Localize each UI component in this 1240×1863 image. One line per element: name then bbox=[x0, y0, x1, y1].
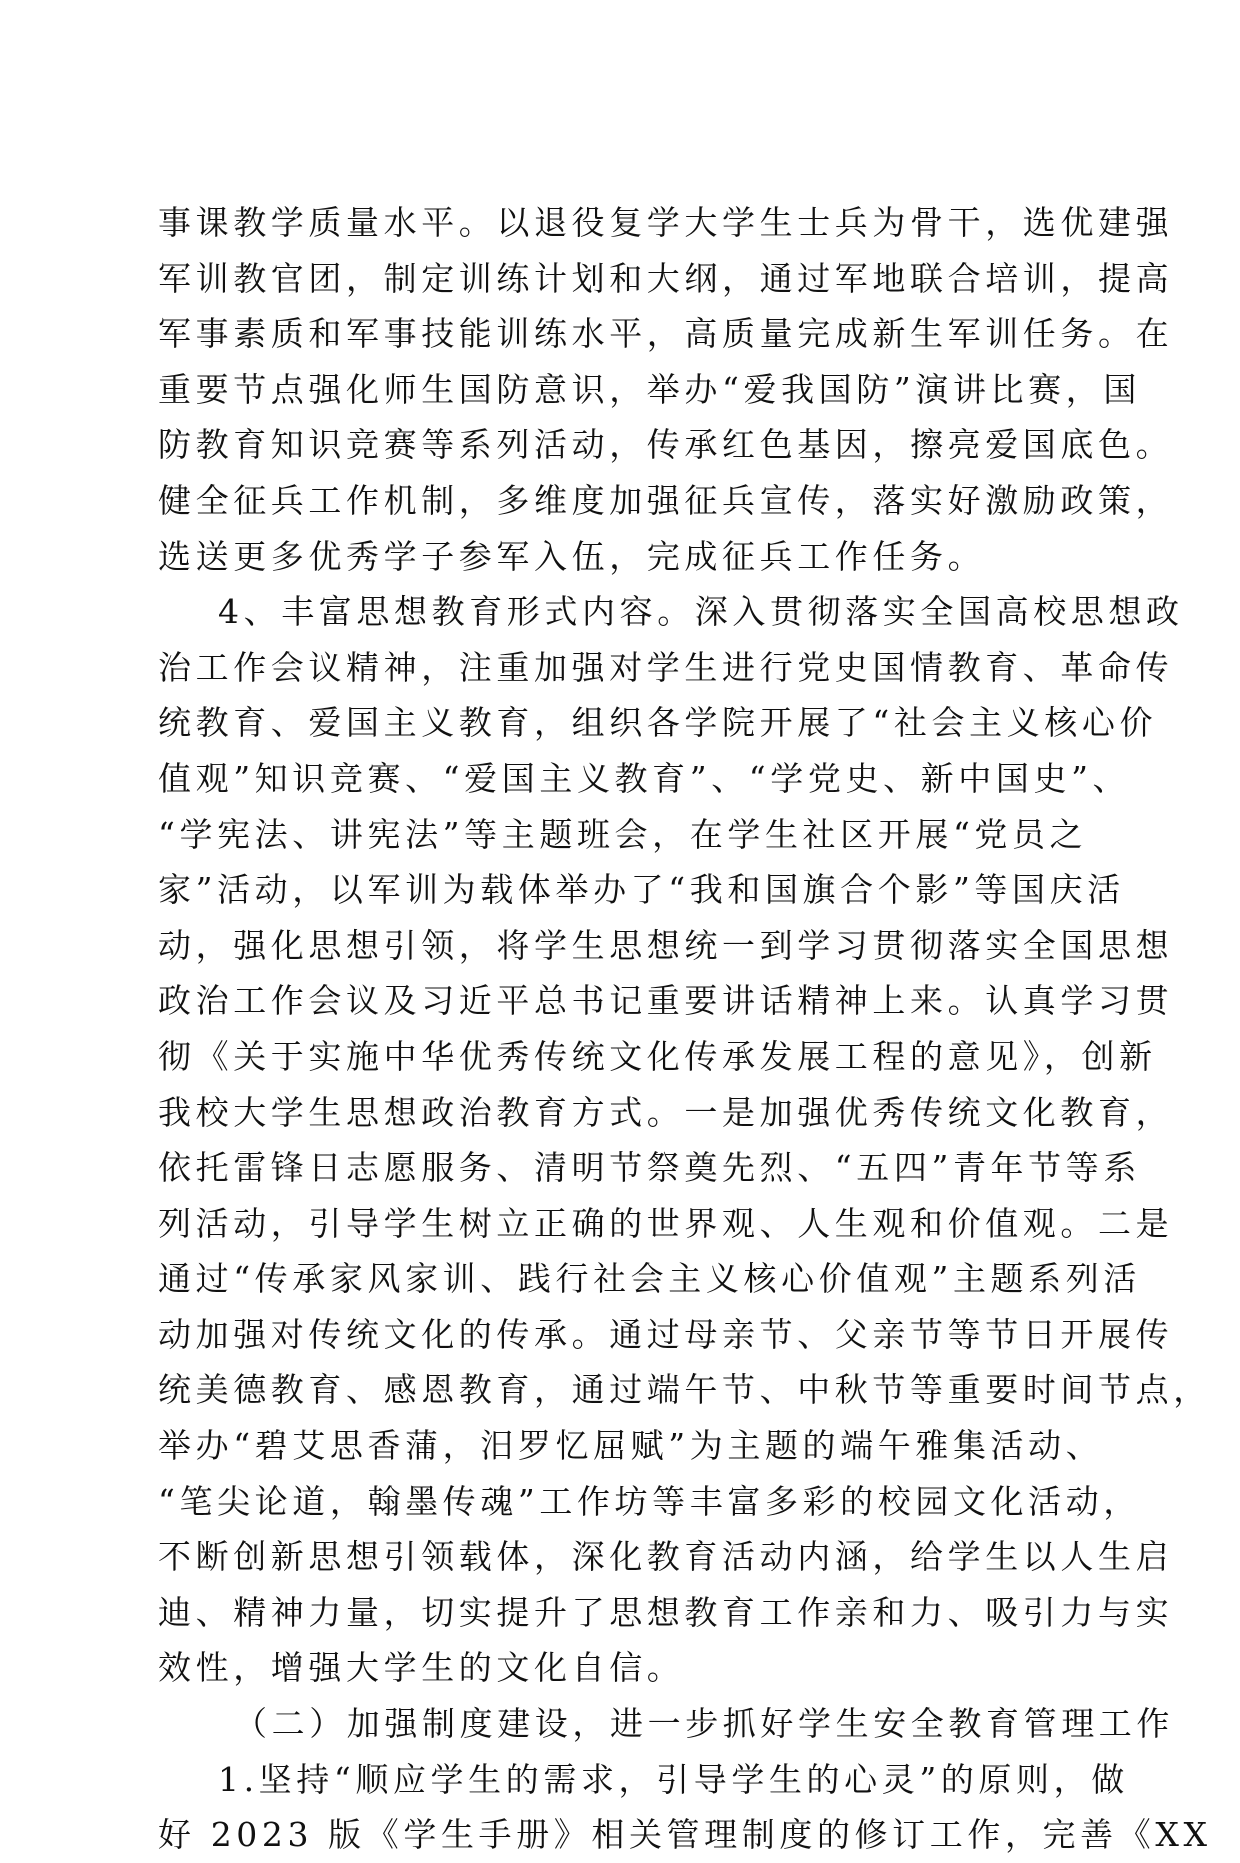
paragraph-item-1: 1.坚持“顺应学生的需求，引导学生的心灵”的原则，做 bbox=[218, 1759, 1129, 1799]
text-line-30: 好 2023 版《学生手册》相关管理制度的修订工作，完善《XX bbox=[158, 1815, 1212, 1855]
text-line-7: 选送更多优秀学子参军入伍，完成征兵工作任务。 bbox=[158, 536, 986, 576]
text-line-24: “笔尖论道，翰墨传魂”工作坊等丰富多彩的校园文化活动， bbox=[158, 1481, 1141, 1521]
text-line-3: 军事素质和军事技能训练水平，高质量完成新生军训任务。在 bbox=[158, 314, 1174, 354]
body-text bbox=[158, 195, 1212, 1863]
text-line-2: 军训教官团，制定训练计划和大纲，通过军地联合培训，提高 bbox=[158, 258, 1174, 298]
text-line-20: 通过“传承家风家训、践行社会主义核心价值观”主题系列活 bbox=[158, 1259, 1141, 1299]
text-line-18: 依托雷锋日志愿服务、清明节祭奠先烈、“五四”青年节等系 bbox=[158, 1148, 1141, 1188]
text-line-9: 治工作会议精神，注重加强对学生进行党史国情教育、革命传 bbox=[158, 647, 1174, 687]
text-line-4: 重要节点强化师生国防意识，举办“爱我国防”演讲比赛，国 bbox=[158, 369, 1141, 409]
text-line-1: 事课教学质量水平。以退役复学大学生士兵为骨干，选优建强 bbox=[158, 203, 1174, 242]
text-line-6: 健全征兵工作机制，多维度加强征兵宣传，落实好激励政策， bbox=[158, 480, 1174, 520]
text-line-10: 统教育、爱国主义教育，组织各学院开展了“社会主义核心价 bbox=[158, 703, 1158, 743]
paragraph-heading-4: 4、丰富思想教育形式内容。深入贯彻落实全国高校思想政 bbox=[218, 592, 1184, 632]
text-line-22: 统美德教育、感恩教育，通过端午节、中秋节等重要时间节点， bbox=[158, 1370, 1211, 1410]
text-line-15: 政治工作会议及习近平总书记重要讲话精神上来。认真学习贯 bbox=[158, 981, 1174, 1021]
text-line-27: 效性，增强大学生的文化自信。 bbox=[158, 1648, 685, 1688]
text-line-14: 动，强化思想引领，将学生思想统一到学习贯彻落实全国思想 bbox=[158, 925, 1174, 965]
text-line-17: 我校大学生思想政治教育方式。一是加强优秀传统文化教育， bbox=[158, 1092, 1174, 1132]
text-line-16: 彻《关于实施中华优秀传统文化传承发展工程的意见》，创新 bbox=[158, 1036, 1157, 1076]
text-line-23: 举办“碧艾思香蒲，汨罗忆屈赋”为主题的端午雅集活动、 bbox=[158, 1426, 1104, 1466]
text-line-12: “学宪法、讲宪法”等主题班会，在学生社区开展“党员之 bbox=[158, 814, 1088, 854]
text-line-11: 值观”知识竞赛、“爱国主义教育”、“学党史、新中国史”、 bbox=[158, 758, 1131, 798]
text-line-21: 动加强对传统文化的传承。通过母亲节、父亲节等节日开展传 bbox=[158, 1314, 1174, 1354]
text-line-19: 列活动，引导学生树立正确的世界观、人生观和价值观。二是 bbox=[158, 1203, 1174, 1243]
text-line-5: 防教育知识竞赛等系列活动，传承红色基因，擦亮爱国底色。 bbox=[158, 425, 1174, 465]
text-line-13: 家”活动，以军训为载体举办了“我和国旗合个影”等国庆活 bbox=[158, 870, 1125, 910]
text-line-25: 不断创新思想引领载体，深化教育活动内涵，给学生以人生启 bbox=[158, 1537, 1174, 1577]
section-heading-2: （二）加强制度建设，进一步抓好学生安全教育管理工作 bbox=[234, 1704, 1174, 1744]
text-line-26: 迪、精神力量，切实提升了思想教育工作亲和力、吸引力与实 bbox=[158, 1592, 1174, 1632]
